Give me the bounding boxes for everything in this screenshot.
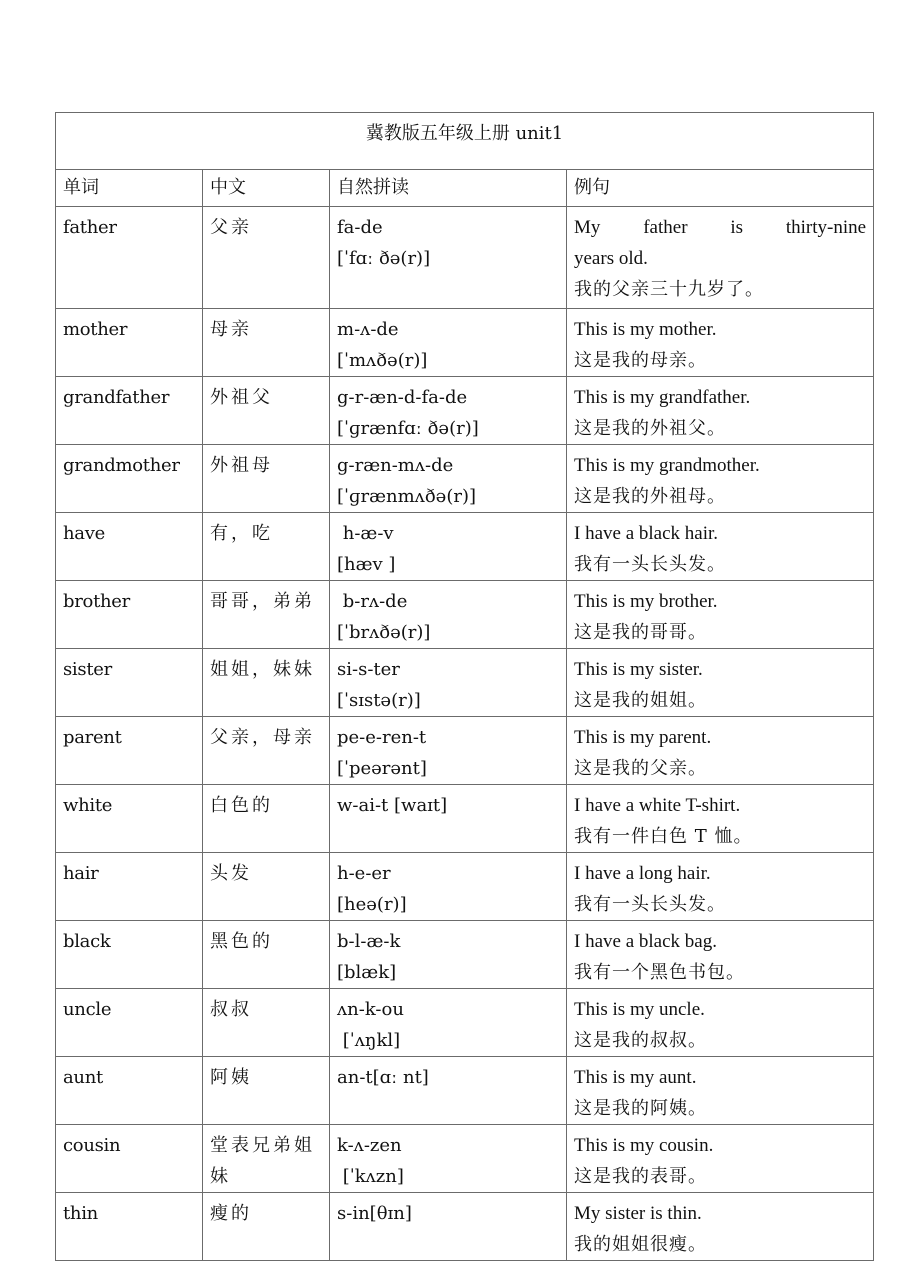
- example-cell: [567, 513, 874, 581]
- example-chinese: 我有一头长头发。: [574, 554, 726, 575]
- chinese-cell: 姐姐，妹妹: [203, 649, 330, 717]
- example-english: This is my cousin.: [574, 1135, 714, 1156]
- chinese-cell: 有，吃: [203, 513, 330, 581]
- example-chinese: 我有一个黑色书包。: [574, 962, 745, 983]
- chinese-cell: 堂表兄弟姐妹: [203, 1125, 330, 1193]
- header-row: [56, 170, 874, 207]
- table-row: [56, 717, 874, 785]
- phonics-cell: [330, 513, 567, 581]
- phonics-spelling: g-r-æn-d-fa-de: [337, 387, 468, 408]
- example-chinese: 这是我的哥哥。: [574, 622, 707, 643]
- word-cell: aunt: [56, 1057, 203, 1125]
- phonetic-transcription: [ˈɡrænfɑː ðə(r)]: [337, 418, 479, 439]
- example-chinese: 这是我的父亲。: [574, 758, 707, 779]
- word-cell: cousin: [56, 1125, 203, 1193]
- chinese-cell: 黑色的: [203, 921, 330, 989]
- table-row: [56, 377, 874, 445]
- chinese-cell: 外祖父: [203, 377, 330, 445]
- example-english: This is my mother.: [574, 319, 717, 340]
- example-cell: [567, 989, 874, 1057]
- example-chinese: 我有一头长头发。: [574, 894, 726, 915]
- example-chinese: 我的姐姐很瘦。: [574, 1234, 707, 1255]
- chinese-cell: 父亲: [203, 207, 330, 309]
- chinese-cell: 叔叔: [203, 989, 330, 1057]
- example-chinese: 我的父亲三十九岁了。: [574, 279, 764, 300]
- phonics-spelling: an-t[ɑː nt]: [337, 1067, 429, 1088]
- example-cell: [567, 785, 874, 853]
- word-cell: have: [56, 513, 203, 581]
- example-english: This is my parent.: [574, 727, 712, 748]
- phonics-spelling: ʌn-k-ou: [337, 999, 404, 1020]
- example-cell: [567, 377, 874, 445]
- phonics-cell: [330, 785, 567, 853]
- example-chinese: 这是我的外祖母。: [574, 486, 726, 507]
- phonics-spelling: h-æ-v: [337, 523, 394, 544]
- vocabulary-table: [55, 112, 874, 1261]
- example-cell: [567, 581, 874, 649]
- phonetic-transcription: [ˈkʌzn]: [337, 1166, 404, 1187]
- table-row: [56, 921, 874, 989]
- phonetic-transcription: [ˈʌŋkl]: [337, 1030, 401, 1051]
- example-chinese: 这是我的姐姐。: [574, 690, 707, 711]
- phonetic-transcription: [ˈmʌðə(r)]: [337, 350, 428, 371]
- phonics-spelling: pe-e-ren-t: [337, 727, 427, 748]
- phonics-cell: [330, 207, 567, 309]
- word-cell: mother: [56, 309, 203, 377]
- phonics-spelling: w-ai-t [waɪt]: [337, 795, 448, 816]
- phonics-cell: [330, 377, 567, 445]
- phonics-spelling: b-l-æ-k: [337, 931, 401, 952]
- example-english: I have a long hair.: [574, 863, 711, 884]
- phonetic-transcription: [hæv ]: [337, 554, 396, 575]
- example-english: This is my brother.: [574, 591, 718, 612]
- column-header-chinese: 中文: [203, 170, 330, 207]
- example-english: This is my grandfather.: [574, 387, 751, 408]
- phonetic-transcription: [heə(r)]: [337, 894, 407, 915]
- chinese-cell: 外祖母: [203, 445, 330, 513]
- example-cell: [567, 921, 874, 989]
- phonics-spelling: b-rʌ-de: [337, 591, 408, 612]
- example-english: This is my uncle.: [574, 999, 705, 1020]
- phonics-spelling: m-ʌ-de: [337, 319, 399, 340]
- phonics-cell: [330, 309, 567, 377]
- example-chinese: 这是我的叔叔。: [574, 1030, 707, 1051]
- example-cell: [567, 853, 874, 921]
- phonics-cell: [330, 853, 567, 921]
- phonics-spelling: fa-de: [337, 217, 383, 238]
- word-cell: father: [56, 207, 203, 309]
- example-cell: [567, 445, 874, 513]
- example-english: This is my sister.: [574, 659, 703, 680]
- title-row: [56, 113, 874, 170]
- table-row: [56, 513, 874, 581]
- phonics-spelling: s-in[θɪn]: [337, 1203, 412, 1224]
- phonics-cell: [330, 989, 567, 1057]
- table-row: [56, 581, 874, 649]
- word-cell: grandmother: [56, 445, 203, 513]
- column-header-phonics: 自然拼读: [330, 170, 567, 207]
- phonics-cell: [330, 1193, 567, 1261]
- table-row: [56, 649, 874, 717]
- phonics-spelling: g-ræn-mʌ-de: [337, 455, 454, 476]
- phonics-cell: [330, 717, 567, 785]
- table-row: [56, 309, 874, 377]
- chinese-cell: 母亲: [203, 309, 330, 377]
- phonics-cell: [330, 1125, 567, 1193]
- example-cell: [567, 717, 874, 785]
- example-english: years old.: [574, 248, 648, 269]
- table-row: [56, 1057, 874, 1125]
- phonics-cell: [330, 1057, 567, 1125]
- word-cell: thin: [56, 1193, 203, 1261]
- word-cell: brother: [56, 581, 203, 649]
- chinese-cell: 阿姨: [203, 1057, 330, 1125]
- example-chinese: 这是我的外祖父。: [574, 418, 726, 439]
- chinese-cell: 头发: [203, 853, 330, 921]
- phonics-cell: [330, 921, 567, 989]
- chinese-cell: 父亲，母亲: [203, 717, 330, 785]
- phonetic-transcription: [ˈbrʌðə(r)]: [337, 622, 431, 643]
- phonics-spelling: si-s-ter: [337, 659, 400, 680]
- column-header-example: 例句: [567, 170, 874, 207]
- example-english: This is my aunt.: [574, 1067, 697, 1088]
- example-cell: [567, 649, 874, 717]
- table-row: [56, 1125, 874, 1193]
- phonetic-transcription: [ˈsɪstə(r)]: [337, 690, 421, 711]
- document-title: 冀教版五年级上册 unit1: [56, 113, 874, 170]
- word-cell: uncle: [56, 989, 203, 1057]
- phonetic-transcription: [ˈfɑː ðə(r)]: [337, 248, 431, 269]
- word-cell: parent: [56, 717, 203, 785]
- example-chinese: 这是我的母亲。: [574, 350, 707, 371]
- example-english: My sister is thin.: [574, 1203, 702, 1224]
- example-cell: [567, 1057, 874, 1125]
- phonetic-transcription: [ˈpeərənt]: [337, 758, 427, 779]
- example-cell: [567, 1193, 874, 1261]
- word-cell: white: [56, 785, 203, 853]
- example-cell: [567, 309, 874, 377]
- phonics-cell: [330, 649, 567, 717]
- phonics-spelling: h-e-er: [337, 863, 391, 884]
- example-chinese: 这是我的表哥。: [574, 1166, 707, 1187]
- chinese-cell: 白色的: [203, 785, 330, 853]
- example-english: I have a black hair.: [574, 523, 719, 544]
- chinese-cell: 瘦的: [203, 1193, 330, 1261]
- example-english: I have a white T-shirt.: [574, 795, 741, 816]
- word-cell: black: [56, 921, 203, 989]
- phonics-cell: [330, 445, 567, 513]
- example-chinese: 这是我的阿姨。: [574, 1098, 707, 1119]
- example-chinese: 我有一件白色 T 恤。: [574, 826, 753, 847]
- phonetic-transcription: [blæk]: [337, 962, 397, 983]
- table-row: [56, 207, 874, 309]
- example-english: My father is thirty-nine: [574, 217, 867, 238]
- phonetic-transcription: [ˈɡrænmʌðə(r)]: [337, 486, 477, 507]
- table-row: [56, 445, 874, 513]
- example-cell: [567, 1125, 874, 1193]
- word-cell: sister: [56, 649, 203, 717]
- column-header-word: 单词: [56, 170, 203, 207]
- example-english: I have a black bag.: [574, 931, 717, 952]
- word-cell: hair: [56, 853, 203, 921]
- phonics-spelling: k-ʌ-zen: [337, 1135, 402, 1156]
- table-row: [56, 785, 874, 853]
- word-cell: grandfather: [56, 377, 203, 445]
- table-row: [56, 853, 874, 921]
- table-row: [56, 1193, 874, 1261]
- phonics-cell: [330, 581, 567, 649]
- table-row: [56, 989, 874, 1057]
- example-english: This is my grandmother.: [574, 455, 760, 476]
- chinese-cell: 哥哥，弟弟: [203, 581, 330, 649]
- example-cell: [567, 207, 874, 309]
